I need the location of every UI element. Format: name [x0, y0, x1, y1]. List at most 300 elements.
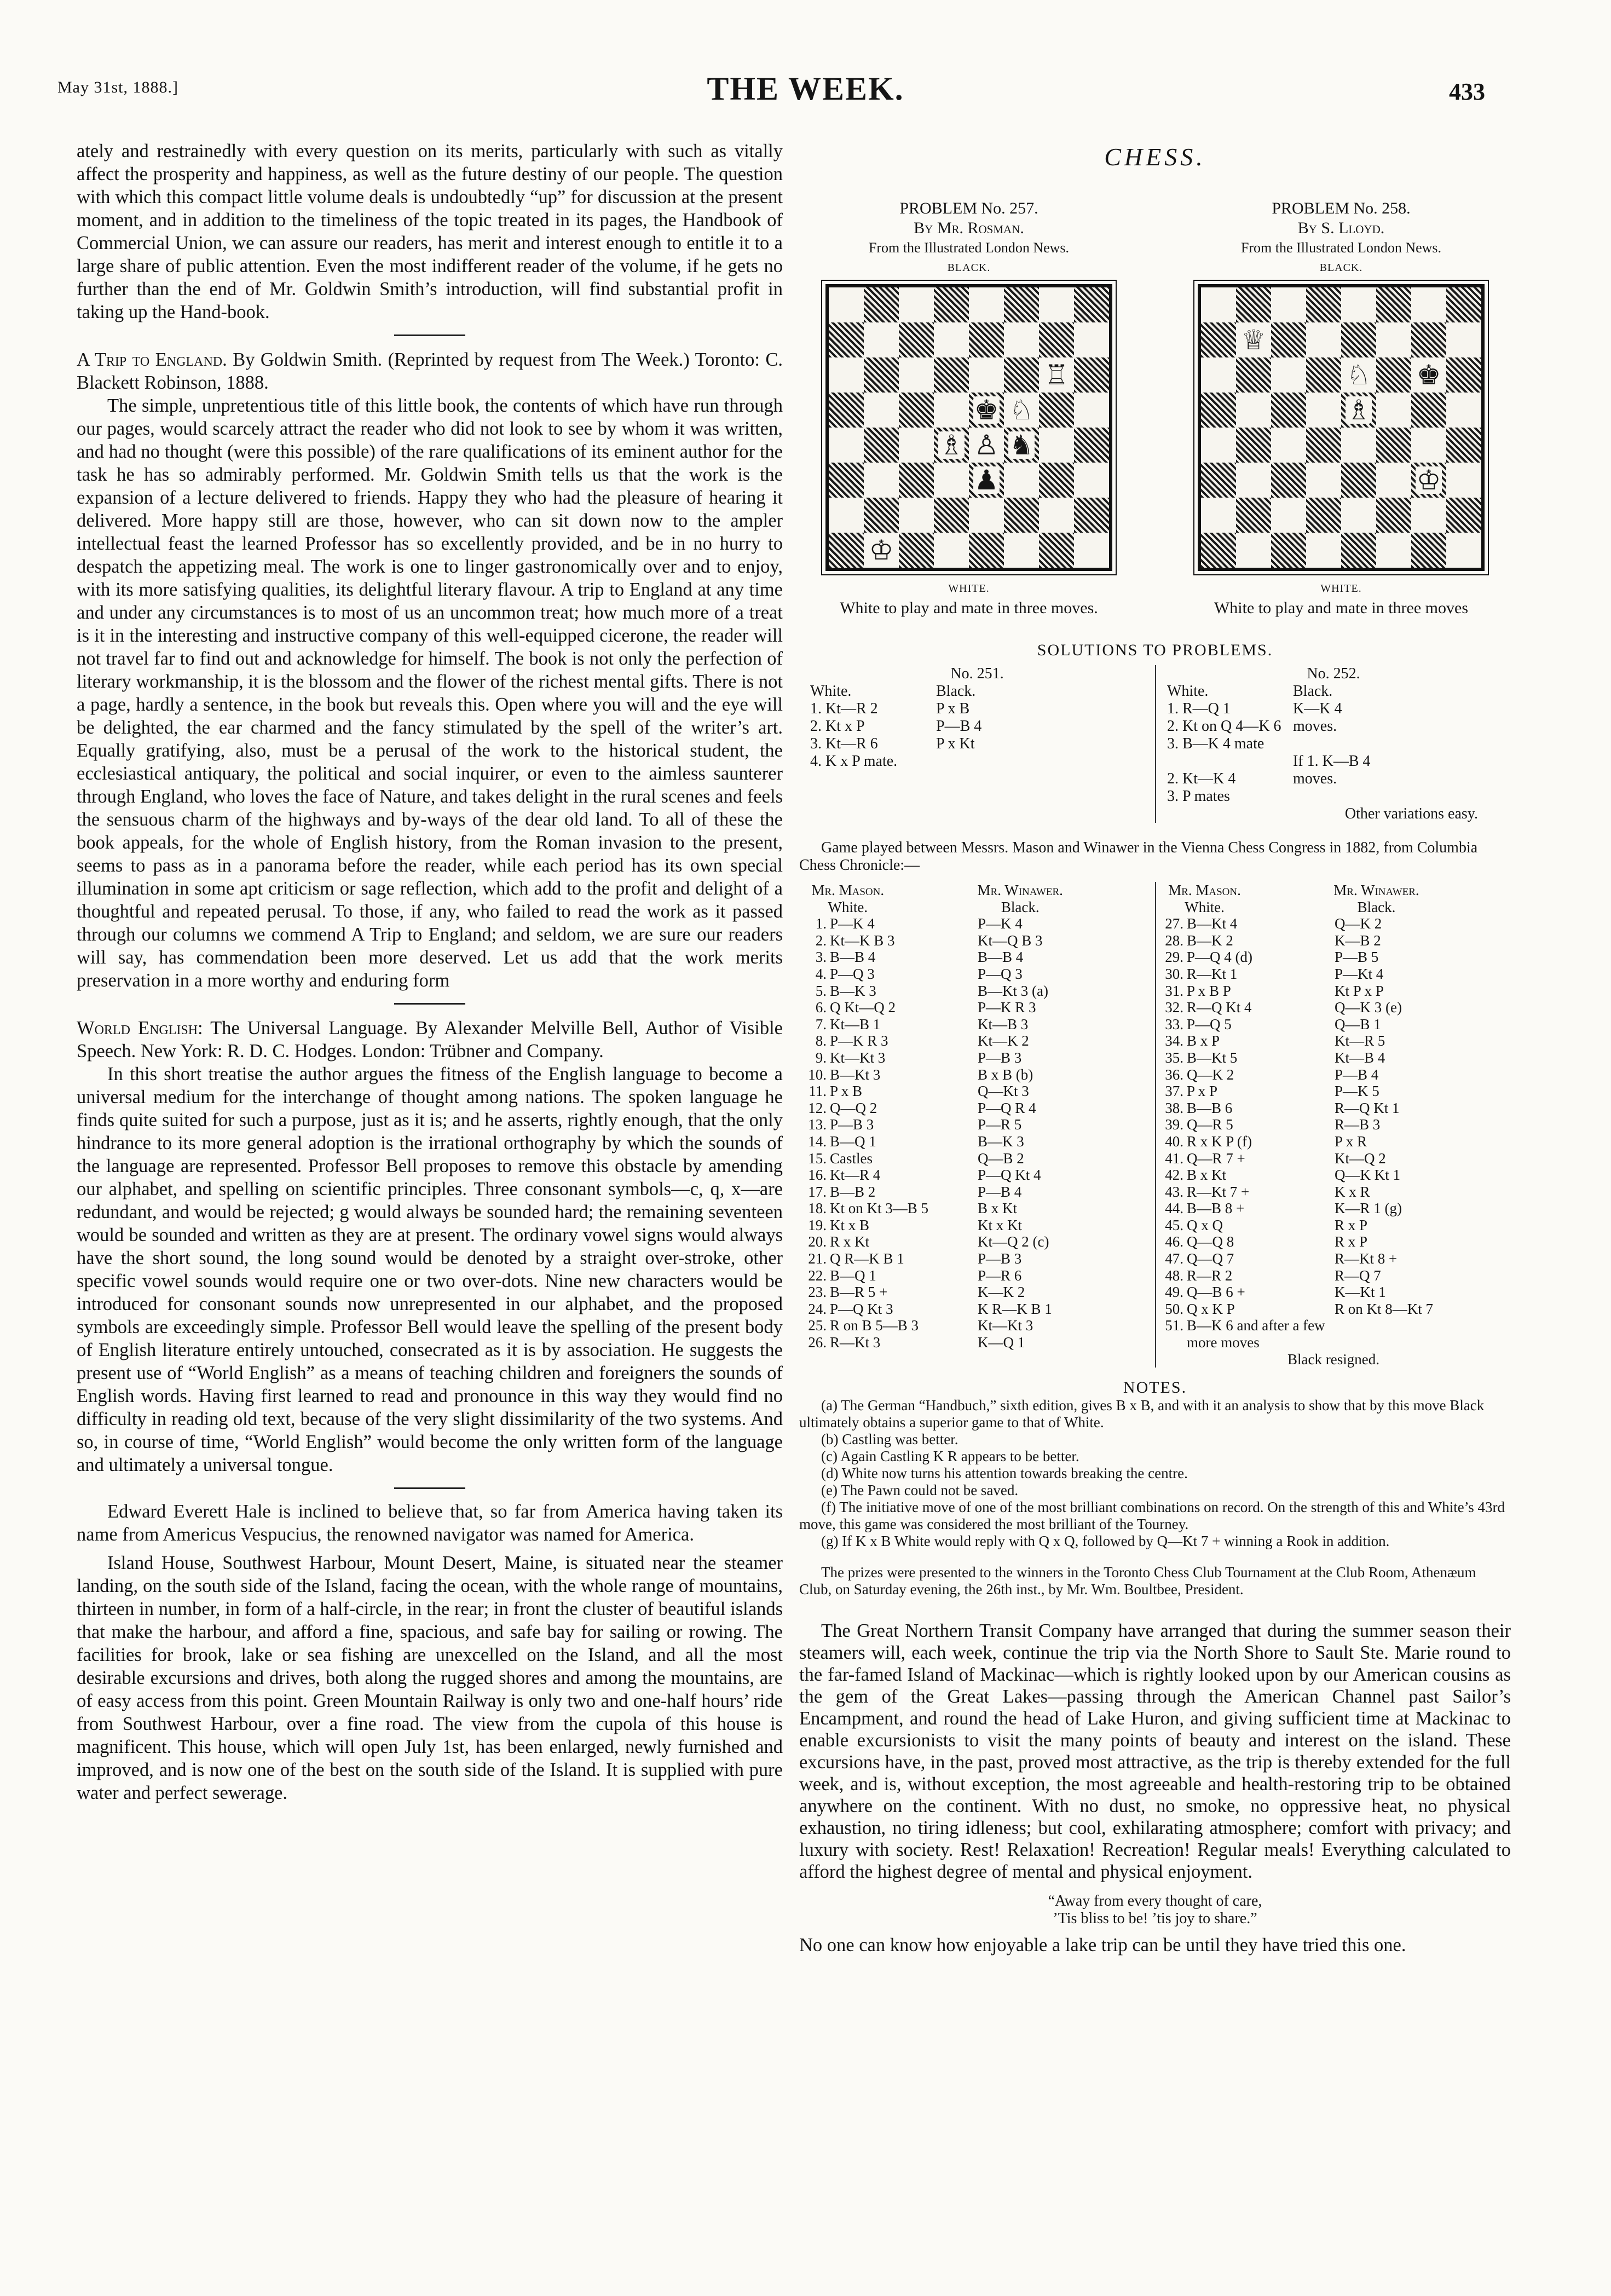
board-square [1411, 287, 1446, 322]
verse-line: ’Tis bliss to be! ’tis joy to share.” [1053, 1910, 1257, 1928]
board-square [1271, 287, 1306, 322]
chess-piece-icon: ♘ [1009, 395, 1034, 425]
solution-251 [799, 665, 1155, 823]
world-english-byline: The Universal Language. By Alexander Melville Bell, Author of Visible Speech. New York: R. D. C. Hodges. London: Trübner and Company. [77, 1018, 783, 1062]
board-square [1411, 393, 1446, 428]
move-row [1162, 1317, 1505, 1351]
solution-number: No. 251. [950, 665, 1004, 682]
white-move: 1. Kt—R 2 [810, 700, 878, 717]
board-square [1411, 357, 1446, 393]
chess-board-258 [1198, 284, 1485, 571]
board-square [969, 322, 1004, 357]
white-move: Q Kt—Q 2 [830, 999, 896, 1016]
board-square [1236, 393, 1271, 428]
chess-piece-icon: ♕ [1241, 325, 1266, 355]
trip-to-england-heading [77, 348, 783, 394]
board-square [1341, 463, 1376, 498]
board-square [934, 463, 969, 498]
chess-piece-icon: ♔ [1416, 465, 1441, 495]
solution-row [1167, 700, 1500, 718]
note-item: (e) The Pawn could not be saved. [821, 1482, 1019, 1499]
trip-to-england-review: The simple, unpretentious title of this little book, the contents of which have run through our pages, would scarcely attract the reader who did not look to see by whom it was written, and had no thought (were this possible) of the rare qualifications of its eminent author for the task he has so admirably performed. Mr. Goldwin Smith tells us that the work is the expansion of a lecture delivered to friends. Happy they who had the pleasure of hearing it delivered. More happy still are those, however, who can sit down now to the ampler intellectual feast the learned Professor has so excellently provided, and be in no hurry to despatch the appetizing meal. The work is one to linger gastronomically over and to enjoy, with its more satisfying qualities, its delightful literary flavour. A trip to England at any time and under any circumstances is to most of us an uncommon treat; how much more of a treat is it in the interesting and instructive company of this well-equipped cicerone, the reader will not travel far to find out and acknowledge for himself. The book is not only the perfection of literary workmanship, it is the blossom and the flower of the richest mental gifts. There is not a page, hardly a sentence, in the book but reveals this. Open where you will and the eye will be delighted, the ear charmed and the fancy stimulated by the spell of the writer’s art. Equally gratifying, also, must be a perusal of the work to the historical student, the ecclesiastical antiquary, the political and social inquirer, or even to the aimless saunterer through England, who loves the face of Nature, and takes delight in the rural scenes and feels the sensuous charm of the highways and by-ways of the dear old land. To all of these the book appeals, for the whole of English history, from the Roman invasion to the present, seems to pass as in a panorama before the reader, while each period has its own special illumination in some apt criticism or sage reflection, which add to the profit and delight of a thoughtful and repeated perusal. To those, if any, who failed to read the work as it passed through our columns we commend A Trip to England; and seldom, we are sure our readers will say, has commendation been more deserved. Let us add that the work merits preservation in a more worthy and enduring form [77, 395, 783, 991]
black-move: P—Q R 4 [978, 1099, 1036, 1116]
black-move: K—Kt 1 [1335, 1284, 1386, 1301]
board-square [899, 428, 934, 463]
board-square [1074, 463, 1109, 498]
board-square [1306, 287, 1341, 322]
board-square [1411, 428, 1446, 463]
move-number: 9. [815, 1049, 827, 1066]
commercial-union-review-end: ately and restrainedly with every question on its merits, particularly with such as vitally affect the prosperity and happiness, as well as the future destiny of our people. The question with which this compact little volume deals is undoubtedly “up” for discussion at the present moment, and in addition to the timeliness of the topic treated in its pages, the Handbook of Commercial Union, we can assure our readers, has merit and interest enough to entitle it to a large share of public attention. Even the most indifferent reader of the volume, if he gets no further than the end of Mr. Goldwin Smith’s introduction, will find substantial profit in taking up the Hand-book. [77, 141, 783, 322]
white-move: Q x Q [1187, 1216, 1223, 1233]
move-number: 18. [808, 1200, 827, 1217]
white-move: R—Kt 3 [830, 1334, 881, 1351]
black-label: BLACK. [947, 262, 991, 274]
black-move: P—Kt 4 [1335, 965, 1384, 982]
move-number: 48. [1165, 1267, 1183, 1284]
white-move: B—Q 1 [830, 1133, 876, 1150]
black-move: P—Q 3 [978, 965, 1023, 982]
move-number: 10. [808, 1066, 827, 1083]
move-row [805, 1200, 1150, 1217]
black-head: Black. [1357, 898, 1396, 915]
move-row [1162, 1301, 1505, 1318]
white-move: B x Kt [1187, 1167, 1227, 1184]
board-square [1446, 533, 1481, 568]
board-square [1004, 428, 1039, 463]
move-row [805, 1032, 1150, 1049]
move-number: 25. [808, 1317, 827, 1334]
chess-piece-icon: ♗ [939, 430, 964, 460]
board-square [1236, 322, 1271, 357]
black-move: Q—B 1 [1335, 1016, 1381, 1032]
solution-row [1167, 735, 1500, 753]
board-square [864, 463, 899, 498]
player-mason: Mr. Mason. [1168, 882, 1241, 898]
move-row [805, 1100, 1150, 1117]
move-number: 44. [1165, 1200, 1183, 1217]
white-move: B—B 8 + [1187, 1200, 1245, 1217]
board-square [1236, 357, 1271, 393]
board-square [1446, 287, 1481, 322]
move-row [805, 932, 1150, 949]
move-row [805, 1334, 1150, 1351]
move-row [805, 1317, 1150, 1334]
move-row [805, 1217, 1150, 1234]
black-move: P—K R 3 [978, 999, 1036, 1016]
board-square [864, 498, 899, 533]
note-item: (a) The German “Handbuch,” sixth edition, gives B x B, and with it an analysis to show that by this move Black ultimately obtains a superior game to that of White. [799, 1397, 1485, 1431]
white-move: R—Kt 1 [1187, 965, 1238, 982]
board-square [969, 533, 1004, 568]
black-head: Black. [1293, 683, 1333, 700]
move-row [805, 1049, 1150, 1066]
move-number: 5. [815, 982, 827, 999]
white-move: P—K R 3 [830, 1032, 888, 1049]
black-move: Kt—K 2 [978, 1032, 1029, 1049]
board-square [1201, 287, 1236, 322]
white-move: P x P [1187, 1083, 1218, 1100]
move-number: 21. [808, 1250, 827, 1267]
black-move: Kt—B 3 [978, 1016, 1029, 1032]
game-moves-1-26 [799, 882, 1155, 1368]
white-move: R—Kt 7 + [1187, 1183, 1250, 1200]
black-move: Kt—R 5 [1335, 1032, 1385, 1049]
board-square [899, 393, 934, 428]
white-move: P—B 3 [830, 1116, 874, 1133]
move-row [1162, 1083, 1505, 1100]
board-square [1376, 498, 1411, 533]
board-square [1004, 533, 1039, 568]
problem-title: PROBLEM No. 258. [1272, 199, 1411, 217]
move-row [1162, 949, 1505, 966]
move-number: 8. [815, 1032, 827, 1049]
board-square [969, 428, 1004, 463]
move-row [805, 1284, 1150, 1301]
black-move: Q—B 2 [978, 1150, 1024, 1167]
move-number: 2. [815, 932, 827, 949]
move-number: 49. [1165, 1284, 1183, 1301]
move-number: 43. [1165, 1183, 1183, 1200]
board-square [864, 533, 899, 568]
black-move: R—Q 7 [1335, 1267, 1381, 1284]
white-head: White. [1185, 898, 1225, 915]
move-row [805, 949, 1150, 966]
board-square [1271, 428, 1306, 463]
board-square [1341, 287, 1376, 322]
problem-258 [1171, 199, 1511, 618]
move-number: 31. [1165, 982, 1183, 999]
board-square [1039, 463, 1074, 498]
move-number: 39. [1165, 1116, 1183, 1133]
board-square [1306, 322, 1341, 357]
black-move: R x P [1335, 1233, 1368, 1250]
board-square [1376, 533, 1411, 568]
white-move: 3. Kt—R 6 [810, 735, 878, 752]
black-move: B x Kt [978, 1200, 1018, 1217]
white-move: Kt on Kt 3—B 5 [830, 1200, 929, 1217]
white-move: P—Q 3 [830, 965, 875, 982]
board-square [1271, 322, 1306, 357]
move-number: 50. [1165, 1300, 1183, 1317]
board-square [829, 322, 864, 357]
move-row [805, 1066, 1150, 1083]
white-move: B—B 4 [830, 949, 876, 966]
black-move: P x R [1335, 1133, 1367, 1150]
move-row [805, 1116, 1150, 1133]
move-row [1162, 1066, 1505, 1083]
black-move: B—Kt 3 (a) [978, 982, 1048, 999]
chess-heading: CHESS. [1104, 143, 1206, 171]
board-square [1039, 533, 1074, 568]
chess-problems [799, 199, 1511, 618]
page-number: 433 [1449, 78, 1485, 105]
move-row [1162, 1032, 1505, 1049]
transit-closing: No one can know how enjoyable a lake trip can be until they have tried this one. [799, 1935, 1406, 1956]
white-move: Kt x B [830, 1216, 870, 1233]
white-move: Q—Q 7 [1187, 1250, 1234, 1267]
black-move: P—B 4 [1335, 1066, 1379, 1083]
move-number: 51. [1165, 1317, 1183, 1334]
board-square [899, 463, 934, 498]
black-move: R—Q Kt 1 [1335, 1099, 1400, 1116]
note-item: (b) Castling was better. [821, 1431, 958, 1448]
move-row [805, 1167, 1150, 1184]
white-move: B—Kt 3 [830, 1066, 881, 1083]
board-square [1446, 322, 1481, 357]
move-number: 30. [1165, 965, 1183, 982]
move-list [1162, 915, 1505, 1351]
white-move: Q—K 2 [1187, 1066, 1234, 1083]
note-item: (c) Again Castling K R appears to be better. [821, 1448, 1079, 1465]
black-move: P—R 6 [978, 1267, 1022, 1284]
move-number: 46. [1165, 1233, 1183, 1250]
black-move: If 1. K—B 4 [1293, 753, 1371, 770]
move-row [805, 915, 1150, 932]
board-square [829, 393, 864, 428]
move-row [805, 1267, 1150, 1284]
chess-piece-icon: ♟ [974, 465, 999, 495]
white-move: B—Kt 4 [1187, 915, 1238, 932]
board-square [829, 463, 864, 498]
move-number: 32. [1165, 999, 1183, 1016]
chess-piece-icon: ♖ [1044, 360, 1069, 390]
black-move: Q—Kt 3 [978, 1083, 1029, 1100]
white-move: B—K 6 and after a few more moves [1187, 1317, 1325, 1351]
chess-piece-icon: ♙ [974, 430, 999, 460]
white-move: Q—R 5 [1187, 1116, 1233, 1133]
white-move: Q R—K B 1 [830, 1250, 904, 1267]
board-square [1376, 393, 1411, 428]
board-square [1201, 357, 1236, 393]
move-number: 15. [808, 1150, 827, 1167]
board-square [934, 393, 969, 428]
board-square [1306, 393, 1341, 428]
board-square [1039, 498, 1074, 533]
white-move: P—K 4 [830, 915, 875, 932]
board-square [1446, 498, 1481, 533]
move-number: 16. [808, 1167, 827, 1184]
white-move: B x P [1187, 1032, 1220, 1049]
black-move: K R—K B 1 [978, 1300, 1052, 1317]
board-square [1004, 287, 1039, 322]
white-move: P x B P [1187, 982, 1231, 999]
board-square [1039, 322, 1074, 357]
move-number: 13. [808, 1116, 827, 1133]
board-square [1376, 322, 1411, 357]
white-move: B—B 6 [1187, 1099, 1233, 1116]
move-number: 11. [809, 1083, 827, 1100]
board-square [969, 357, 1004, 393]
board-square [1271, 357, 1306, 393]
white-move: Kt—B 1 [830, 1016, 881, 1032]
move-row [805, 1150, 1150, 1167]
board-square [1074, 357, 1109, 393]
move-number: 26. [808, 1334, 827, 1351]
move-number: 27. [1165, 915, 1183, 932]
board-square [864, 287, 899, 322]
player-mason: Mr. Mason. [811, 882, 885, 898]
white-move: B—K 3 [830, 982, 876, 999]
note-item: (f) The initiative move of one of the most brilliant combinations on record. On the strength of this and White’s 43rd move, this game was considered the most brilliant of the Tourney. [799, 1499, 1505, 1533]
black-move: R—Kt 8 + [1335, 1250, 1398, 1267]
move-row [1162, 999, 1505, 1016]
white-move: 3. P mates [1167, 788, 1230, 805]
black-move: Q—K 2 [1335, 915, 1382, 932]
black-move: P—K 4 [978, 915, 1023, 932]
solution-row [1167, 788, 1500, 805]
black-move: Kt—Q 2 (c) [978, 1233, 1049, 1250]
move-row [1162, 1284, 1505, 1301]
move-number: 38. [1165, 1099, 1183, 1116]
section-divider [394, 1003, 465, 1005]
board-square [1074, 498, 1109, 533]
black-move: Kt x Kt [978, 1216, 1022, 1233]
white-move: Kt—Kt 3 [830, 1049, 886, 1066]
board-square [864, 357, 899, 393]
black-move: moves. [1293, 718, 1337, 735]
move-row [805, 999, 1150, 1016]
black-move: P—Q Kt 4 [978, 1167, 1041, 1184]
board-square [864, 428, 899, 463]
game-col-heads [1162, 882, 1505, 915]
white-move: 2. Kt—K 4 [1167, 770, 1236, 787]
board-square [1446, 393, 1481, 428]
move-row [1162, 1250, 1505, 1267]
move-number: 3. [815, 949, 827, 966]
black-move: B—B 4 [978, 949, 1024, 966]
board-square [1341, 357, 1376, 393]
black-move: Kt—Q B 3 [978, 932, 1043, 949]
white-move: B—B 2 [830, 1183, 876, 1200]
white-move: Q x K P [1187, 1300, 1235, 1317]
solution-row [1167, 718, 1500, 735]
black-move: R x P [1335, 1216, 1368, 1233]
board-square [1446, 357, 1481, 393]
move-row [1162, 932, 1505, 949]
move-number: 14. [808, 1133, 827, 1150]
move-number: 12. [808, 1099, 827, 1116]
board-square [1341, 498, 1376, 533]
move-row [1162, 1016, 1505, 1033]
white-head: White. [810, 683, 852, 700]
move-row [805, 1184, 1150, 1201]
solution-row [1167, 770, 1500, 788]
board-square [1376, 287, 1411, 322]
notes-heading: NOTES. [1123, 1378, 1187, 1397]
black-move: K—R 1 (g) [1335, 1200, 1402, 1217]
board-square [1411, 533, 1446, 568]
white-move: B—Kt 5 [1187, 1049, 1238, 1066]
island-house-item: Island House, Southwest Harbour, Mount Desert, Maine, is situated near the steamer landing, on the south side of the Island, facing the ocean, with the whole range of mountains, thirteen in number, in form of a half-circle, in the rear; in front the cluster of beautiful islands that make the harbour, and afford a fine, spacious, and safe bay for sailing or rowing. The facilities for brook, lake or sea fishing are unexcelled on the Island, and all the most desirable excursions and drives, both along the rugged shores and among the mountains, are of easy access from this point. Green Mountain Railway is only two and one-half hours’ ride from Southwest Harbour, over a fine road. The view from the cupola of this house is magnificent. This house, which will open July 1st, has been enlarged, newly furnished and improved, and is now one of the best on the south side of the Island. It is supplied with pure water and perfect sewerage. [77, 1553, 783, 1803]
chess-piece-icon: ♞ [1009, 430, 1034, 460]
board-square [1306, 357, 1341, 393]
black-move: P—R 5 [978, 1116, 1022, 1133]
move-number: 7. [815, 1016, 827, 1032]
move-number: 24. [808, 1300, 827, 1317]
black-move: P—B 4 [978, 1183, 1022, 1200]
board-square [1201, 463, 1236, 498]
game-col-heads [805, 882, 1150, 915]
black-move [936, 753, 1062, 770]
move-number: 22. [808, 1267, 827, 1284]
problem-caption: White to play and mate in three moves [1214, 599, 1469, 617]
white-move: R x Kt [830, 1233, 870, 1250]
white-move: P—Q 4 (d) [1187, 949, 1252, 966]
solution-row [810, 753, 1144, 770]
board-square [1271, 393, 1306, 428]
move-number: 45. [1165, 1216, 1183, 1233]
black-label: BLACK. [1319, 262, 1363, 274]
board-square [1201, 533, 1236, 568]
black-move: P—B 3 [978, 1250, 1022, 1267]
board-square [1306, 428, 1341, 463]
board-square [829, 357, 864, 393]
white-move: Q—B 6 + [1187, 1284, 1245, 1301]
move-number: 42. [1165, 1167, 1183, 1184]
white-move: Q—R 7 + [1187, 1150, 1245, 1167]
solution-number: No. 252. [1307, 665, 1360, 682]
move-row [1162, 983, 1505, 1000]
move-number: 37. [1165, 1083, 1183, 1100]
board-square [1411, 322, 1446, 357]
white-label: WHITE. [948, 582, 990, 595]
white-move: Kt—K B 3 [830, 932, 895, 949]
black-move: R on Kt 8—Kt 7 [1335, 1300, 1434, 1317]
black-move: R—B 3 [1335, 1116, 1381, 1133]
black-move: K—K 4 [1293, 700, 1342, 717]
game-result: Black resigned. [1287, 1351, 1379, 1368]
transit-company-item [799, 1620, 1511, 1956]
solution-row [810, 700, 1144, 718]
move-row [805, 1301, 1150, 1318]
game-moves-27-51 [1155, 882, 1511, 1368]
world-english-title: World English: [77, 1018, 203, 1039]
chess-piece-icon: ♗ [1346, 395, 1371, 425]
problem-author: By S. Lloyd. [1297, 219, 1385, 237]
move-row [1162, 1100, 1505, 1117]
move-row [1162, 1116, 1505, 1133]
move-number: 34. [1165, 1032, 1183, 1049]
verse-line: “Away from every thought of care, [1048, 1893, 1262, 1910]
board-square [1271, 498, 1306, 533]
board-square [1341, 393, 1376, 428]
board-square [1039, 357, 1074, 393]
board-square [1201, 322, 1236, 357]
black-move: Kt P x P [1335, 982, 1384, 999]
game-score [799, 882, 1511, 1368]
move-number: 40. [1165, 1133, 1183, 1150]
black-move: Q—K 3 (e) [1335, 999, 1402, 1016]
black-move: K—Q 1 [978, 1334, 1025, 1351]
black-move: P—K 5 [1335, 1083, 1379, 1100]
move-row [1162, 966, 1505, 983]
left-column [77, 140, 783, 1804]
chess-board-257 [825, 284, 1112, 571]
white-move: Castles [830, 1150, 873, 1167]
white-move: Q—Q 8 [1187, 1233, 1234, 1250]
solution-252 [1155, 665, 1511, 823]
game-notes [799, 1397, 1511, 1550]
solution-row [810, 718, 1144, 735]
black-move [1293, 735, 1419, 753]
move-number: 28. [1165, 932, 1183, 949]
solution-col-heads [1167, 683, 1500, 700]
move-row [1162, 1267, 1505, 1284]
player-winawer: Mr. Winawer. [977, 882, 1063, 898]
move-row [1162, 1184, 1505, 1201]
board-square [864, 322, 899, 357]
